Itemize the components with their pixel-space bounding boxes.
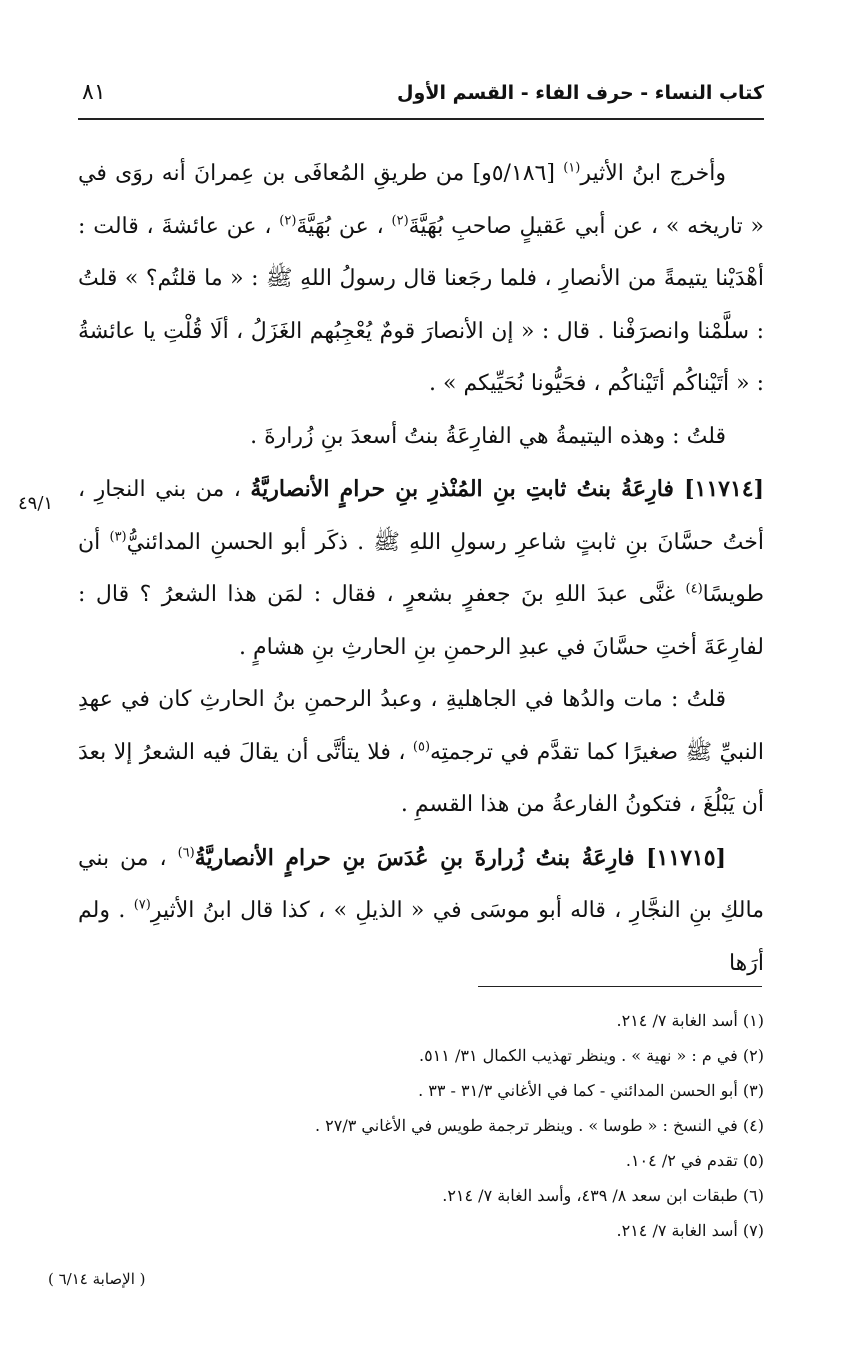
paragraph-4	[78, 674, 764, 832]
footnote-6: (٦) طبقات ابن سعد ٨/ ٤٣٩، وأسد الغابة ٧/ ٢١٤.	[442, 1186, 764, 1205]
text-run: ، من بني مالكِ بنِ النجَّارِ ، قاله أبو موسَى في « الذيلِ » ، كذا قال ابنُ الأثيرِ	[78, 845, 764, 923]
text-run: [٥/١٨٦و] من طريقِ المُعافَى بن عِمرانَ أنه روَى في « تاريخه » ، عن أبي عَقيلٍ صاحبِ بُهَيَّةَ	[78, 161, 764, 239]
page-header	[78, 78, 764, 120]
entry-11715	[78, 832, 764, 991]
main-text	[78, 148, 764, 990]
entry-heading: [١١٧١٤] فارِعَةُ بنتُ ثابتِ بنِ المُنْذرِ بنِ حرامٍ الأنصاريَّةُ	[250, 476, 765, 502]
footnotes	[78, 1003, 764, 1248]
text-run: . ولم أرَها	[78, 898, 764, 976]
footnote-3: (٣) أبو الحسن المدائني - كما في الأغاني ٣١/٣ - ٣٣ .	[418, 1081, 764, 1100]
footnote-4: (٤) في النسخ : « طوسا » . وينظر ترجمة طويس في الأغاني ٢٧/٣ .	[314, 1116, 764, 1135]
footnote-5: (٥) تقدم في ٢/ ١٠٤.	[625, 1151, 764, 1170]
footnote-7: (٧) أسد الغابة ٧/ ٢١٤.	[616, 1221, 764, 1240]
paragraph-2: قلتُ : وهذه اليتيمةُ هي الفارِعَةُ بنتُ أسعدَ بنِ زُرارةَ .	[250, 423, 726, 449]
running-title: كتاب النساء - حرف الفاء - القسم الأول	[397, 82, 764, 104]
text-run: أن طويسًا	[78, 529, 764, 607]
text-run: ، عن بُهَيَّةَ	[296, 213, 392, 239]
paragraph-1	[78, 148, 764, 411]
footnote-marker: (٢)	[391, 213, 409, 229]
footnote-marker: (٥)	[412, 739, 431, 755]
text-run: قلتُ : مات والدُها في الجاهليةِ ، وعبدُ الرحمنِ بنُ الحارثِ كان في عهدِ النبيِّ ﷺ صغيرًا كما تقدَّم في ترجمتِه	[78, 687, 764, 765]
text-run: ، من بني النجارِ ، أختُ حسَّانَ بنِ ثابتٍ شاعرِ رسولِ اللهِ ﷺ . ذكَر أبو الحسنِ المدائنيُّ	[78, 477, 764, 555]
footnote-marker: (٤)	[685, 581, 703, 597]
footnote-divider	[478, 986, 762, 987]
text-run: ، فلا يتأتَّى أن يقالَ فيه الشعرُ إلا بعدَ أن يَبْلُغَ ، فتكونُ الفارعةُ من هذا القسمِ .	[78, 739, 764, 817]
entry-11714	[78, 463, 764, 674]
footnote-marker: (٢)	[279, 213, 297, 229]
footnote-marker: (٣)	[109, 529, 127, 545]
margin-reference: ٤٩/١	[18, 493, 54, 514]
footnote-marker: (١)	[563, 160, 581, 176]
page-number: ٨١	[82, 80, 106, 105]
footnote-2: (٢) في م : « نهية » . وينظر تهذيب الكمال ٣١/ ٥١١.	[418, 1046, 764, 1065]
text-run: غنَّى عبدَ اللهِ بنَ جعفرٍ بشعرٍ ، فقال : لمَن هذا الشعرُ ؟ قال : لفارِعَةَ أختِ حسَّانَ في عبدِ الرحمنِ بنِ الحارثِ بنِ هشامٍ .	[78, 582, 764, 660]
text-run: وأخرج ابنُ الأثير	[580, 161, 726, 186]
entry-heading: [١١٧١٥] فارِعَةُ بنتُ زُرارةَ بنِ عُدَسَ بنِ حرامٍ الأنصاريَّةُ	[194, 844, 726, 871]
volume-reference: ( الإصابة ٦/١٤ )	[48, 1270, 146, 1288]
footnote-marker: (٧)	[133, 897, 151, 913]
footnote-1: (١) أسد الغابة ٧/ ٢١٤.	[616, 1011, 764, 1030]
footnote-marker: (٦)	[177, 845, 195, 861]
text-run: ، عن عائشةَ ، قالت : أهْدَيْنا يتيمةً من الأنصارِ ، فلما رجَعنا قال رسولُ اللهِ ﷺ : « ما قلتُم؟ » قلتُ : سلَّمْنا وانصرَفْنا . قال : « إن الأنصارَ قومٌ يُعْجِبُهم الغَزَلُ ، ألَا قُلْتِ يا عائشةُ : « أتَيْناكُم أتَيْناكُم ، فحَيُّونا نُحَيِّيكم » .	[78, 213, 764, 396]
